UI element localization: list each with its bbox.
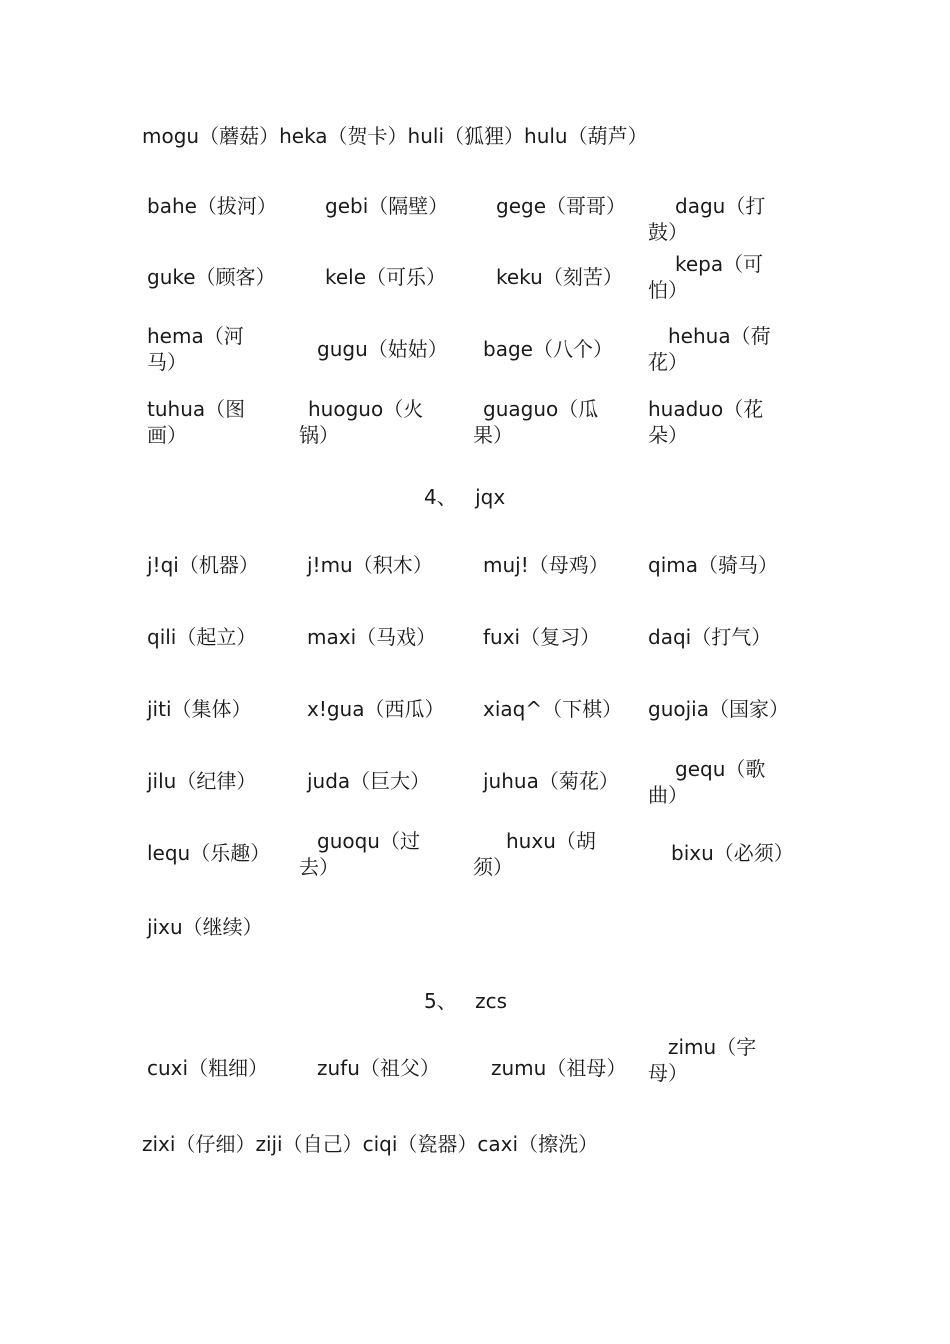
word-text: zumu（祖母） — [491, 1056, 627, 1080]
word-cell — [307, 624, 436, 650]
word-cell — [496, 193, 626, 219]
word-cell — [648, 396, 763, 448]
word-text: maxi（马戏） — [307, 625, 437, 649]
word-text: dagu（打 — [675, 194, 766, 218]
word-text-continued: 须） — [473, 855, 513, 879]
final-line: zixi（仔细）ziji（自己）ciqi（瓷器）caxi（擦洗） — [142, 1132, 599, 1156]
word-cell — [648, 552, 778, 578]
word-cell — [147, 552, 259, 578]
word-text: fuxi（复习） — [483, 625, 601, 649]
word-text: zufu（祖父） — [317, 1056, 440, 1080]
word-text: lequ（乐趣） — [147, 841, 271, 865]
word-cell — [147, 914, 263, 940]
word-cell — [147, 193, 277, 219]
word-text: bage（八个） — [483, 337, 613, 361]
word-cell — [307, 768, 430, 794]
word-text-continued: 果） — [473, 423, 513, 447]
word-text: tuhua（图 — [147, 397, 246, 421]
word-text: kepa（可 — [675, 252, 764, 276]
word-text: gequ（歌 — [675, 757, 766, 781]
word-text: xiaq^（下棋） — [483, 697, 623, 721]
word-cell — [325, 264, 446, 290]
word-cell — [648, 323, 771, 375]
word-cell — [648, 624, 771, 650]
word-cell — [147, 264, 276, 290]
section-heading — [424, 985, 507, 1014]
word-text: cuxi（粗细） — [147, 1056, 269, 1080]
word-text: kele（可乐） — [325, 265, 447, 289]
word-text: jixu（继续） — [147, 915, 263, 939]
word-text: guaguo（瓜 — [483, 397, 599, 421]
word-cell — [307, 552, 433, 578]
word-text-continued: 花） — [648, 350, 688, 374]
word-text: bahe（拔河） — [147, 194, 277, 218]
word-text: zimu（字 — [668, 1035, 757, 1059]
word-text-continued: 画） — [147, 423, 187, 447]
word-cell — [473, 828, 596, 880]
word-text-continued: 母） — [648, 1061, 688, 1085]
word-text: huoguo（火 — [308, 397, 424, 421]
word-cell — [299, 828, 420, 880]
word-cell — [491, 1055, 626, 1081]
word-cell — [648, 1034, 756, 1086]
word-cell — [483, 336, 613, 362]
word-cell — [648, 193, 765, 245]
intro-line: mogu（蘑菇）heka（贺卡）huli（狐狸）hulu（葫芦） — [142, 124, 648, 148]
word-cell — [483, 768, 619, 794]
word-text-continued: 怕） — [648, 278, 688, 302]
word-text: gugu（姑姑） — [317, 337, 448, 361]
word-cell — [147, 840, 270, 866]
word-text: juhua（菊花） — [483, 769, 619, 793]
word-cell — [325, 193, 448, 219]
word-text: gebi（隔壁） — [325, 194, 449, 218]
word-text: qima（骑马） — [648, 553, 778, 577]
word-cell — [307, 696, 444, 722]
word-text-continued: 马） — [147, 350, 187, 374]
word-text: keku（刻苦） — [496, 265, 623, 289]
word-text-continued: 朵） — [648, 423, 688, 447]
section-number: 4、 — [424, 485, 457, 509]
word-cell — [473, 396, 598, 448]
word-cell — [671, 840, 794, 866]
word-text-continued: 曲） — [648, 783, 688, 807]
word-cell — [147, 624, 256, 650]
word-cell — [483, 624, 600, 650]
word-text: bixu（必须） — [671, 841, 794, 865]
word-cell — [147, 768, 256, 794]
word-text: hehua（荷 — [668, 324, 771, 348]
word-text: guoqu（过 — [317, 829, 420, 853]
word-cell — [147, 696, 252, 722]
word-text-continued: 锅） — [299, 423, 339, 447]
word-text: muj!（母鸡） — [483, 553, 609, 577]
word-cell — [317, 336, 448, 362]
section-number: 5、 — [424, 989, 457, 1013]
word-cell — [648, 696, 789, 722]
word-cell — [299, 396, 423, 448]
word-text: huxu（胡 — [506, 829, 596, 853]
word-text: j!mu（积木） — [307, 553, 433, 577]
word-text-continued: 去） — [299, 855, 339, 879]
word-text: gege（哥哥） — [496, 194, 626, 218]
word-cell — [317, 1055, 440, 1081]
word-text: jiti（集体） — [147, 697, 252, 721]
word-cell — [648, 756, 765, 808]
section-label: jqx — [475, 485, 506, 509]
word-cell — [648, 251, 763, 303]
word-text: x!gua（西瓜） — [307, 697, 445, 721]
word-cell — [483, 552, 609, 578]
word-text: daqi（打气） — [648, 625, 772, 649]
section-label: zcs — [475, 989, 508, 1013]
word-text: juda（巨大） — [307, 769, 431, 793]
word-text: guojia（国家） — [648, 697, 789, 721]
section-heading — [424, 481, 505, 510]
word-text: jilu（纪律） — [147, 769, 257, 793]
word-text: guke（顾客） — [147, 265, 276, 289]
word-cell — [147, 1055, 268, 1081]
word-cell — [147, 396, 245, 448]
word-text-continued: 鼓） — [648, 220, 688, 244]
word-text: huaduo（花 — [648, 397, 764, 421]
word-cell — [496, 264, 623, 290]
word-cell — [483, 696, 622, 722]
word-cell — [147, 323, 244, 375]
word-text: j!qi（机器） — [147, 553, 259, 577]
word-text: hema（河 — [147, 324, 244, 348]
word-text: qili（起立） — [147, 625, 257, 649]
